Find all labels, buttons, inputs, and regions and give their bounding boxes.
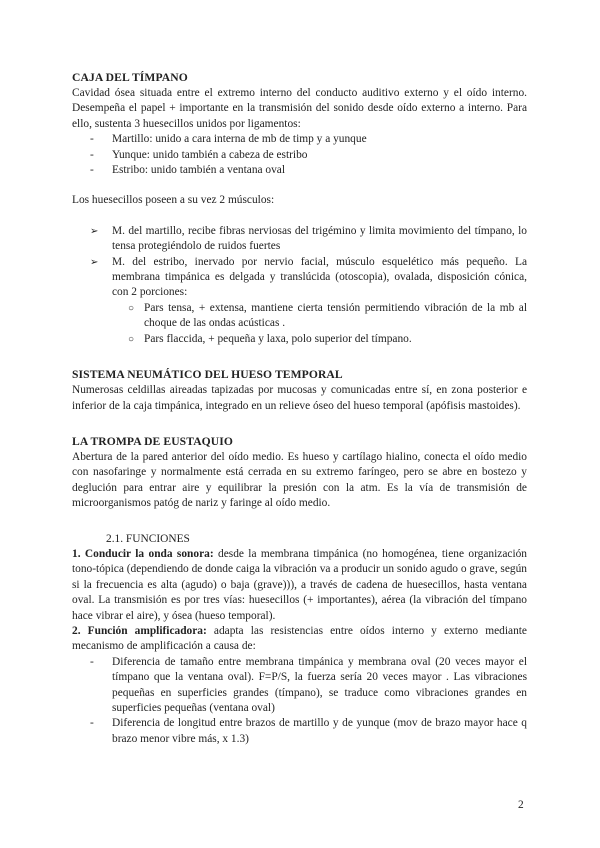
musculos-list — [72, 224, 527, 301]
section-title-neumatico: SISTEMA NEUMÁTICO DEL HUESO TEMPORAL — [72, 368, 343, 382]
funcion-2-text: adapta las resistencias entre oídos interno y externo mediante mecanismo de amplificación a causa de: — [72, 624, 527, 653]
list-item — [72, 132, 527, 147]
list-item — [72, 255, 527, 301]
list-item-text: M. del estribo, inervado por nervio facial, músculo esquelético más pequeño. La membrana timpánica es delgada y translúcida (otoscopia), ovalada, disposición cónica, con 2 porciones: — [112, 255, 527, 299]
list-item — [72, 655, 527, 717]
list-item-text: Diferencia de tamaño entre membrana timpánica y membrana oval (20 veces mayor el tímpano que la ventana oval). F=P/S, la fuerza sería 20 veces mayor . Las vibraciones pequeñas en superficies grandes (tímpano), se traduce como vibraciones grandes en superficies pequeñas (ventana oval) — [112, 655, 527, 714]
caja-intro: Cavidad ósea situada entre el extremo interno del conducto auditivo externo y el oído interno. Desempeña el papel + importante en la transmisión del sonido desde oído externo a interno. Para ello, sustenta 3 huesecillos unidos por ligamentos: — [72, 87, 527, 130]
list-item — [72, 301, 527, 332]
huesecillos-list — [72, 132, 527, 178]
dash-marker: - — [90, 655, 94, 668]
dash-marker: - — [90, 717, 94, 730]
funcion-1-text: desde la membrana timpánica (no homogénea, tiene organización tono-tópica (dependiendo de donde caiga la vibración va a producir un sonido agudo o grave, según si la frecuencia es alta (agudo) o baja (grave))), a través de cadena de huesecillos, hasta ventana oval. La transmisión es por tres vías: huesecillos (+ importantes), aérea (la vibración del tímpano hace vibrar el aire), y ósea (hueso temporal). — [72, 547, 527, 622]
list-item — [72, 148, 527, 163]
arrow-bullet-icon: ➢ — [90, 225, 99, 237]
page-content — [72, 70, 527, 747]
funcion-2 — [72, 624, 527, 655]
amplificacion-list — [72, 655, 527, 747]
list-item — [72, 332, 527, 347]
funcion-1-label: 1. Conducir la onda sonora: — [72, 547, 214, 560]
section-title-trompa: LA TROMPA DE EUSTAQUIO — [72, 434, 233, 448]
list-item-text: Diferencia de longitud entre brazos de martillo y de yunque (mov de brazo mayor hace q brazo menor vibre más, x 1.3) — [112, 717, 527, 745]
porciones-list — [72, 301, 527, 347]
list-item — [72, 163, 527, 178]
funcion-2-label: 2. Función amplificadora: — [72, 624, 207, 637]
circle-bullet-icon: ○ — [128, 333, 135, 345]
musculos-intro: Los huesecillos poseen a su vez 2 músculos: — [72, 194, 275, 207]
list-item-text: Pars tensa, + extensa, mantiene cierta tensión permitiendo vibración de la mb al choque de las ondas acústicas . — [144, 301, 527, 330]
list-item-text: Martillo: unido a cara interna de mb de timp y a yunque — [112, 133, 367, 146]
neumatico-text: Numerosas celdillas aireadas tapizadas por mucosas y comunicadas entre sí, en zona posterior e inferior de la caja timpánica, integrado en un relieve óseo del hueso temporal (apófisis mastoides). — [72, 384, 527, 412]
dash-marker: - — [90, 148, 94, 161]
dash-marker: - — [90, 164, 94, 177]
funciones-heading: 2.1. FUNCIONES — [106, 532, 190, 545]
section-title-caja: CAJA DEL TÍMPANO — [72, 71, 188, 84]
trompa-text: Abertura de la pared anterior del oído medio. Es hueso y cartílago hialino, conecta el oído medio con nasofaringe y normalmente está cerrada en su extremo faríngeo, pero se abre en bostezo y deglución para entrar aire y equilibrar la presión con la atm. Es la vía de transmisión de microorganismos patóg de nariz y faringe al oído medio. — [72, 450, 527, 510]
circle-bullet-icon: ○ — [128, 302, 135, 314]
list-item-text: Pars flaccida, + pequeña y laxa, polo superior del tímpano. — [144, 332, 412, 345]
list-item — [72, 716, 527, 747]
list-item-text: M. del martillo, recibe fibras nerviosas del trigémino y limita movimiento del tímpano, lo tensa protegiéndolo de ruidos fuertes — [112, 224, 527, 253]
arrow-bullet-icon: ➢ — [90, 256, 99, 268]
dash-marker: - — [90, 133, 94, 146]
list-item — [72, 224, 527, 255]
list-item-text: Yunque: unido también a cabeza de estribo — [112, 148, 308, 161]
page-number: 2 — [518, 799, 524, 811]
list-item-text: Estribo: unido también a ventana oval — [112, 164, 286, 177]
funcion-1 — [72, 547, 527, 624]
